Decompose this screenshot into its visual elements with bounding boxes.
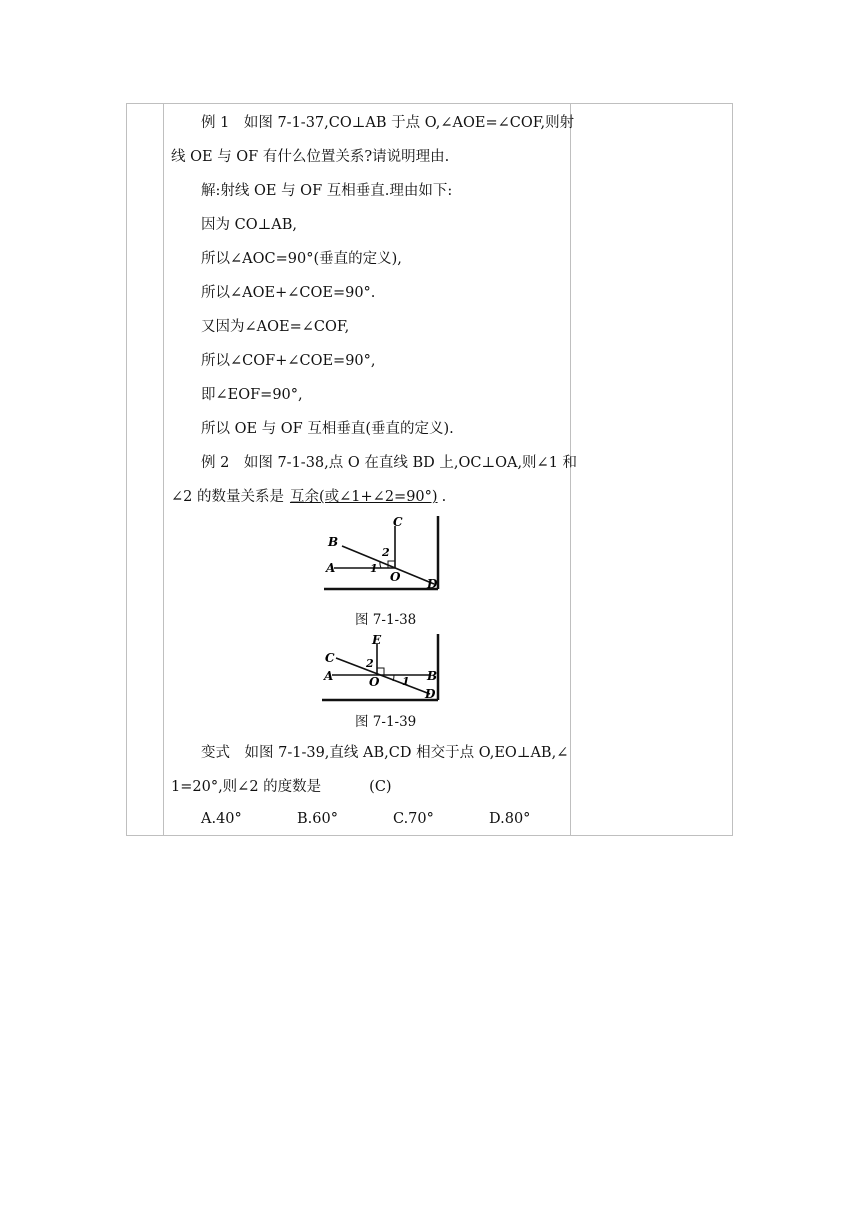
option-d: D.80° — [489, 811, 531, 827]
label-B: B — [427, 669, 438, 683]
label-C: C — [325, 651, 335, 665]
variant-answer: (C) — [369, 779, 392, 795]
example1-line1: 例 1 如图 7-1-37,CO⊥AB 于点 O,∠AOE=∠COF,则射 — [201, 115, 575, 131]
label-O: O — [390, 570, 401, 584]
solution-line: 所以∠COF+∠COE=90°, — [201, 353, 376, 369]
variant-line2-text: 1=20°,则∠2 的度数是 — [171, 779, 322, 795]
label-2: 2 — [366, 657, 374, 670]
solution-line: 所以∠AOC=90°(垂直的定义), — [201, 251, 402, 267]
figure-7-1-38 — [324, 516, 442, 594]
solution-line: 又因为∠AOE=∠COF, — [201, 319, 350, 335]
variant-line2 — [171, 777, 392, 797]
label-D: D — [425, 687, 436, 701]
example1-line2: 线 OE 与 OF 有什么位置关系?请说明理由. — [171, 149, 450, 165]
label-1: 1 — [370, 562, 378, 575]
option-c: C.70° — [393, 811, 434, 827]
column-divider-1 — [163, 104, 164, 835]
variant-line1: 变式 如图 7-1-39,直线 AB,CD 相交于点 O,EO⊥AB,∠ — [201, 745, 569, 761]
example2-line2 — [171, 487, 446, 507]
figure-38-caption: 图 7-1-38 — [355, 612, 417, 628]
label-A: A — [324, 669, 334, 683]
example2-suffix: . — [441, 489, 447, 505]
example2-answer: 互余(或∠1+∠2=90°) — [289, 489, 438, 505]
figure-7-1-39 — [322, 634, 442, 704]
label-E: E — [372, 634, 382, 647]
option-a: A.40° — [201, 811, 242, 827]
label-2: 2 — [382, 546, 390, 559]
label-A: A — [326, 561, 336, 575]
solution-line: 所以 OE 与 OF 互相垂直(垂直的定义). — [201, 421, 454, 437]
label-C: C — [393, 516, 403, 529]
label-O: O — [369, 675, 380, 689]
example2-line1: 例 2 如图 7-1-38,点 O 在直线 BD 上,OC⊥OA,则∠1 和 — [201, 455, 578, 471]
label-B: B — [328, 535, 339, 549]
solution-line: 即∠EOF=90°, — [201, 387, 303, 403]
option-b: B.60° — [297, 811, 338, 827]
label-D: D — [427, 577, 438, 591]
solution-line: 解:射线 OE 与 OF 互相垂直.理由如下: — [201, 183, 453, 199]
example2-prefix: ∠2 的数量关系是 — [171, 489, 284, 505]
solution-line: 所以∠AOE+∠COE=90°. — [201, 285, 376, 301]
solution-line: 因为 CO⊥AB, — [201, 217, 297, 233]
figure-39-caption: 图 7-1-39 — [355, 714, 417, 730]
label-1: 1 — [402, 675, 410, 688]
